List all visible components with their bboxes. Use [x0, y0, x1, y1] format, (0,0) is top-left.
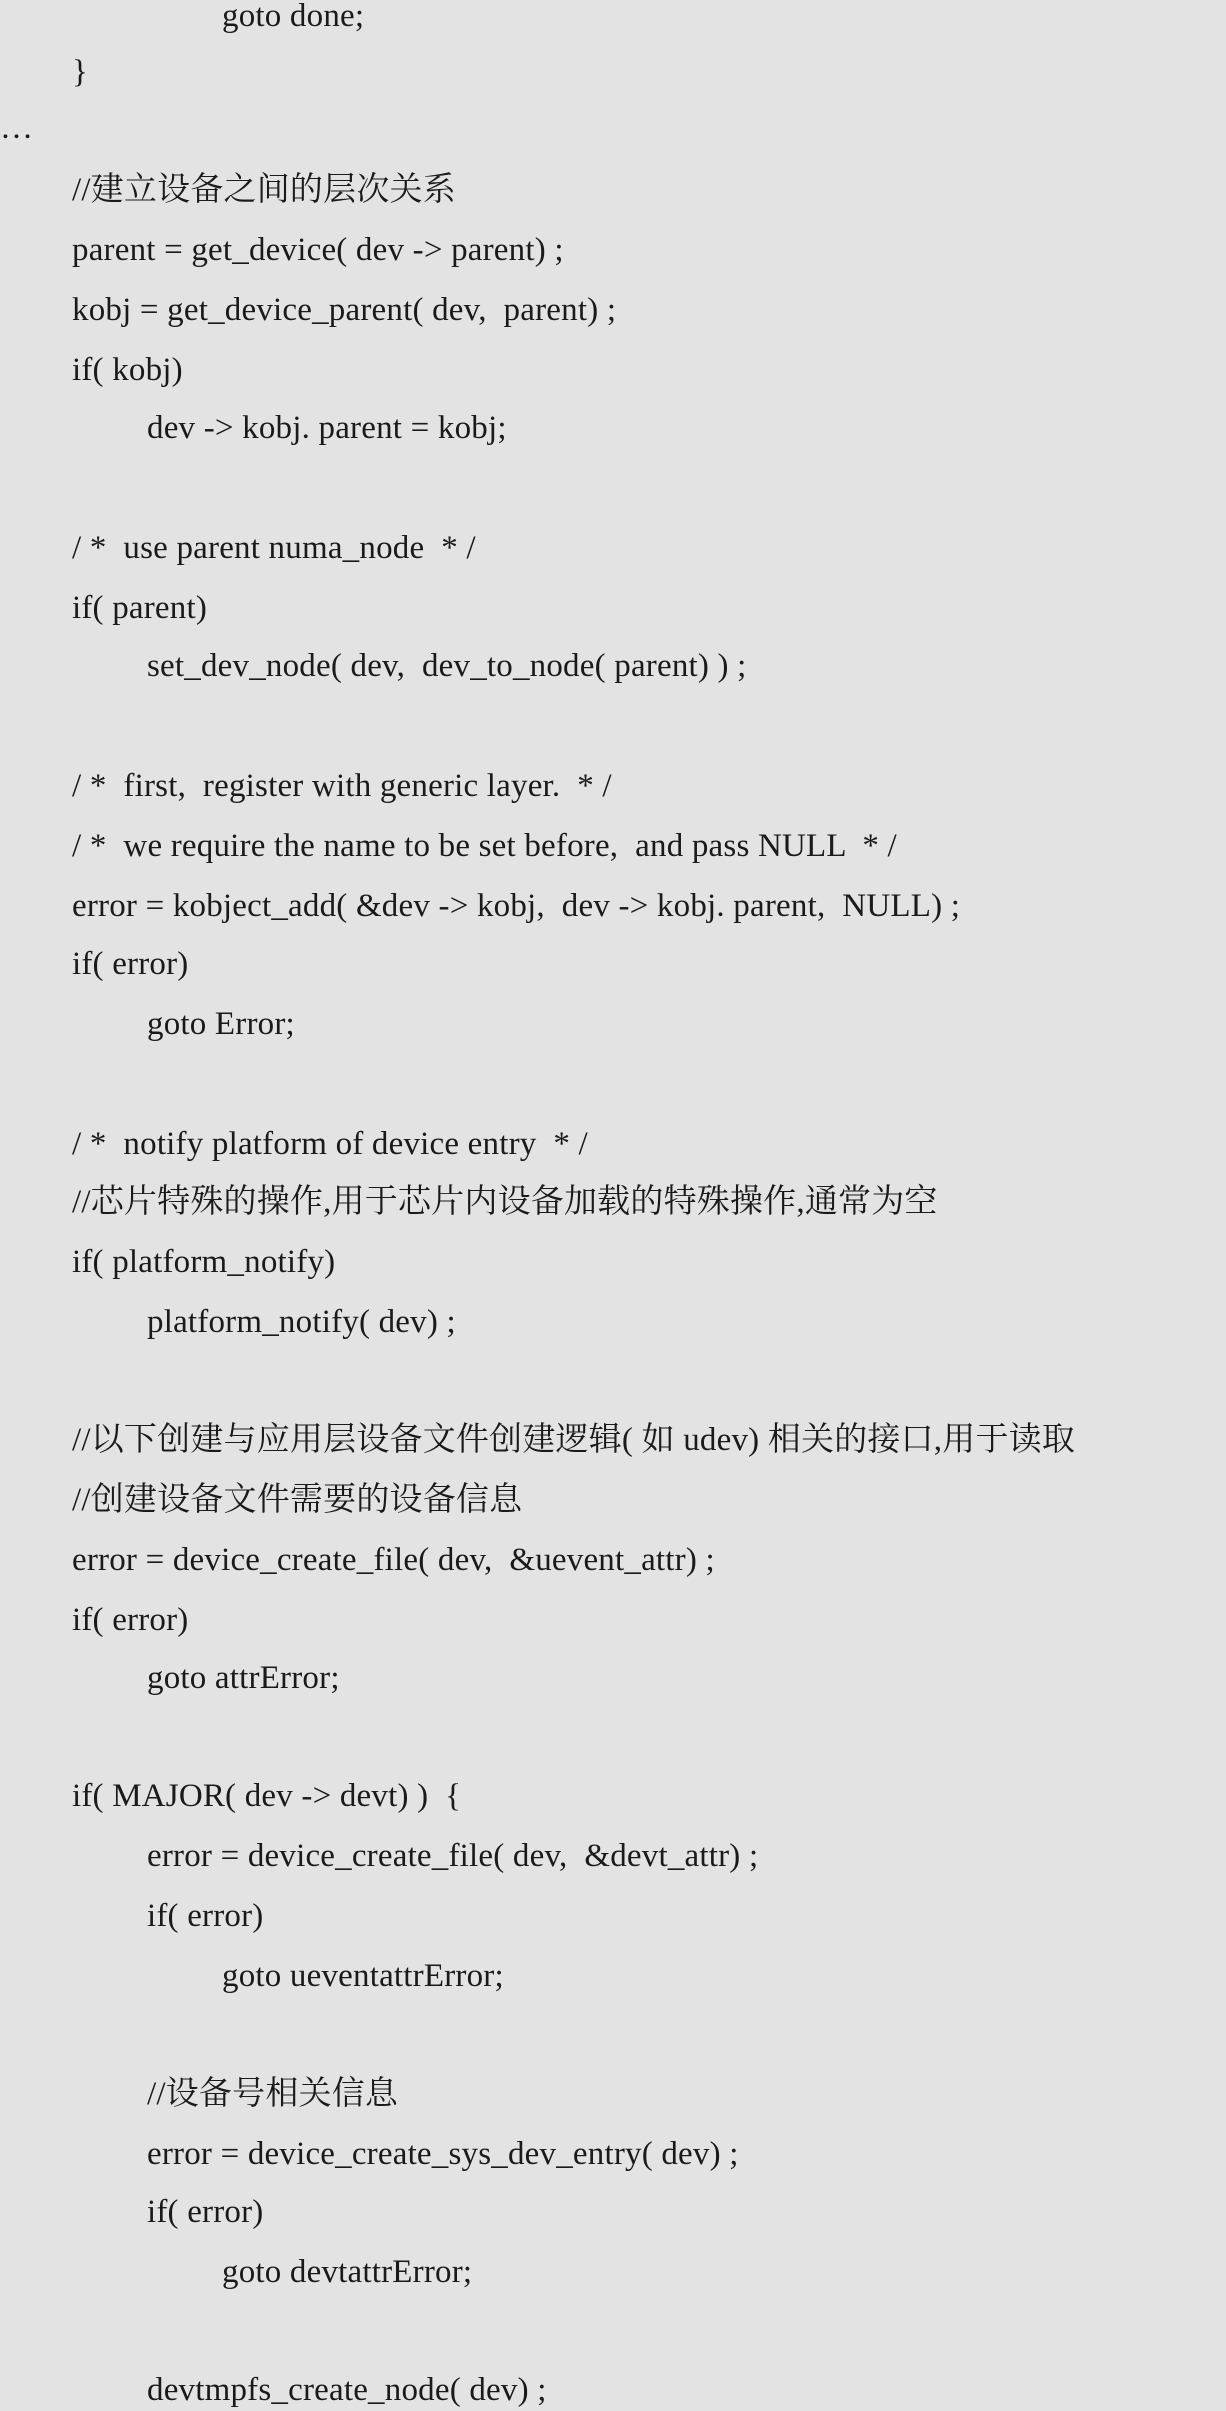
- code-line: if( error): [147, 2194, 264, 2230]
- code-line: platform_notify( dev) ;: [147, 1304, 456, 1340]
- code-line: dev -> kobj. parent = kobj;: [147, 410, 507, 446]
- code-line: if( error): [72, 1602, 189, 1638]
- code-line: goto Error;: [147, 1006, 295, 1042]
- code-line: kobj = get_device_parent( dev, parent) ;: [72, 292, 617, 328]
- code-line: goto ueventattrError;: [222, 1958, 504, 1994]
- code-line: …: [0, 110, 34, 146]
- code-comment: / * use parent numa_node * /: [72, 530, 476, 566]
- code-line: devtmpfs_create_node( dev) ;: [147, 2372, 547, 2408]
- code-line: goto done;: [222, 0, 365, 34]
- code-line: if( parent): [72, 590, 208, 626]
- code-line: if( platform_notify): [72, 1244, 336, 1280]
- code-line: error = device_create_file( dev, &uevent_attr) ;: [72, 1542, 715, 1578]
- code-line: if( MAJOR( dev -> devt) ) {: [72, 1778, 462, 1814]
- code-comment: //创建设备文件需要的设备信息: [72, 1482, 523, 1518]
- code-comment: //建立设备之间的层次关系: [72, 172, 456, 208]
- code-line: if( error): [147, 1898, 264, 1934]
- code-comment: //设备号相关信息: [147, 2076, 399, 2112]
- code-comment: / * notify platform of device entry * /: [72, 1126, 588, 1162]
- code-line: goto attrError;: [147, 1660, 340, 1696]
- code-line: if( error): [72, 946, 189, 982]
- code-line: error = device_create_file( dev, &devt_attr) ;: [147, 1838, 759, 1874]
- code-line: error = device_create_sys_dev_entry( dev) ;: [147, 2136, 739, 2172]
- code-line: set_dev_node( dev, dev_to_node( parent) ) ;: [147, 648, 747, 684]
- code-line: parent = get_device( dev -> parent) ;: [72, 232, 564, 268]
- code-comment: //以下创建与应用层设备文件创建逻辑( 如 udev) 相关的接口,用于读取: [72, 1422, 1076, 1458]
- code-line: goto devtattrError;: [222, 2254, 473, 2290]
- code-line: error = kobject_add( &dev -> kobj, dev -> kobj. parent, NULL) ;: [72, 888, 961, 924]
- code-comment: / * first, register with generic layer. * /: [72, 768, 612, 804]
- code-comment: //芯片特殊的操作,用于芯片内设备加载的特殊操作,通常为空: [72, 1184, 938, 1220]
- code-comment: / * we require the name to be set before, and pass NULL * /: [72, 828, 897, 864]
- code-line: if( kobj): [72, 352, 183, 388]
- code-line: }: [72, 54, 89, 90]
